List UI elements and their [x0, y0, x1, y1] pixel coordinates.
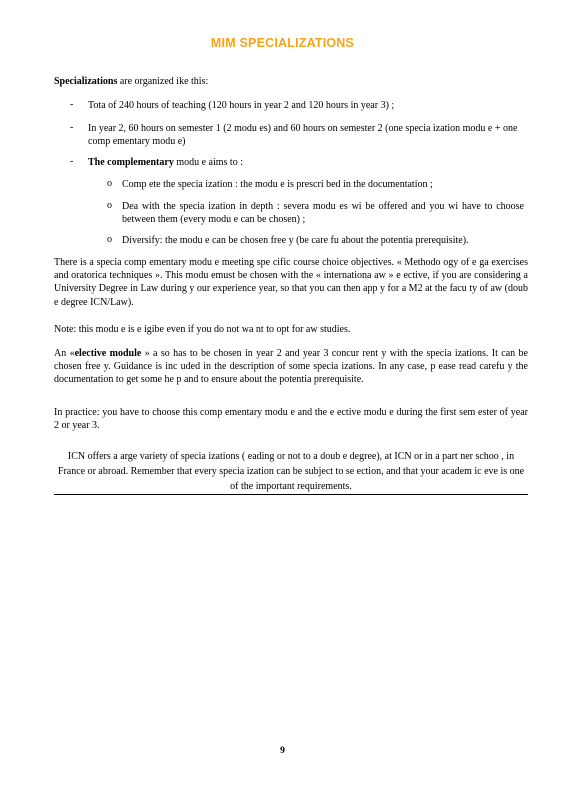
bullet-marker: -	[70, 156, 74, 167]
bullet-text: In year 2, 60 hours on semester 1 (2 modu es) and 60 hours on semester 2 (one specia ization modu e + one comp ementary modu e)	[88, 123, 518, 147]
elective-pre: An «	[54, 348, 75, 359]
paragraph-practice: In practice: you have to choose this comp ementary modu e and the e ective modu e during the first sem ester of year 2 or year 3.	[54, 407, 528, 432]
paragraph-offer: ICN offers a arge variety of specia izations ( eading or not to a doub e degree), at ICN or in a part ner schoo , in France or abroad. Remember that every specia ization can be subject to se ection, and that your academ ic eve is one of the important requirements.	[57, 451, 525, 493]
elective-rest: » a so has to be chosen in year 2 and year 3 concur rent y with the specia izations. It can be chosen free y. Guidance is inc uded in the description of some specia izations. In any case, p ease read carefu y the documentation to get some he p and to ensure about the potentia prerequisite.	[54, 348, 528, 386]
sub-bullet-text: Comp ete the specia ization : the modu e is prescri bed in the documentation ;	[122, 179, 433, 190]
page-title: MIM SPECIALIZATIONS	[210, 36, 355, 50]
paragraph-note: Note: this modu e is e igibe even if you do not wa nt to opt for aw studies.	[54, 324, 351, 335]
elective-bold: elective module	[74, 348, 142, 359]
bullet-marker: -	[70, 122, 74, 133]
sub-bullet-text: Diversify: the modu e can be chosen free y (be care fu about the potentia prerequisite).	[122, 235, 469, 246]
sub-bullet-text: Dea with the specia ization in depth : severa modu es wi be offered and you wi have to choose between them (every modu e can be chosen) ;	[122, 201, 524, 225]
bullet-bold: The complementary	[88, 157, 174, 168]
sub-bullet-marker: o	[107, 178, 112, 189]
page-number: 9	[280, 746, 285, 756]
intro-bold: Specializations	[54, 76, 118, 87]
bullet-text	[88, 156, 528, 169]
bullet-text: Tota of 240 hours of teaching (120 hours in year 2 and 120 hours in year 3) ;	[88, 100, 395, 111]
paragraph-elective	[54, 347, 528, 387]
sub-bullet-marker: o	[107, 234, 112, 245]
paragraph-complementary: There is a specia comp ementary modu e meeting spe cific course choice objectives. « Methodo ogy of e ga exercises and oratorica techniques ». This modu emust be chosen with the « internationa aw » e ective, if you are considering a University Degree in Law during y our experience year, so that you can then app y for a M2 at the facu ty of aw (doub e degree ICN/Law).	[54, 257, 528, 308]
divider	[54, 494, 528, 495]
intro-line	[54, 76, 208, 87]
bullet-rest: modu e aims to :	[173, 157, 243, 168]
sub-bullet-marker: o	[107, 200, 112, 211]
intro-text: are organized ike this:	[117, 76, 209, 87]
bullet-marker: -	[70, 99, 74, 110]
